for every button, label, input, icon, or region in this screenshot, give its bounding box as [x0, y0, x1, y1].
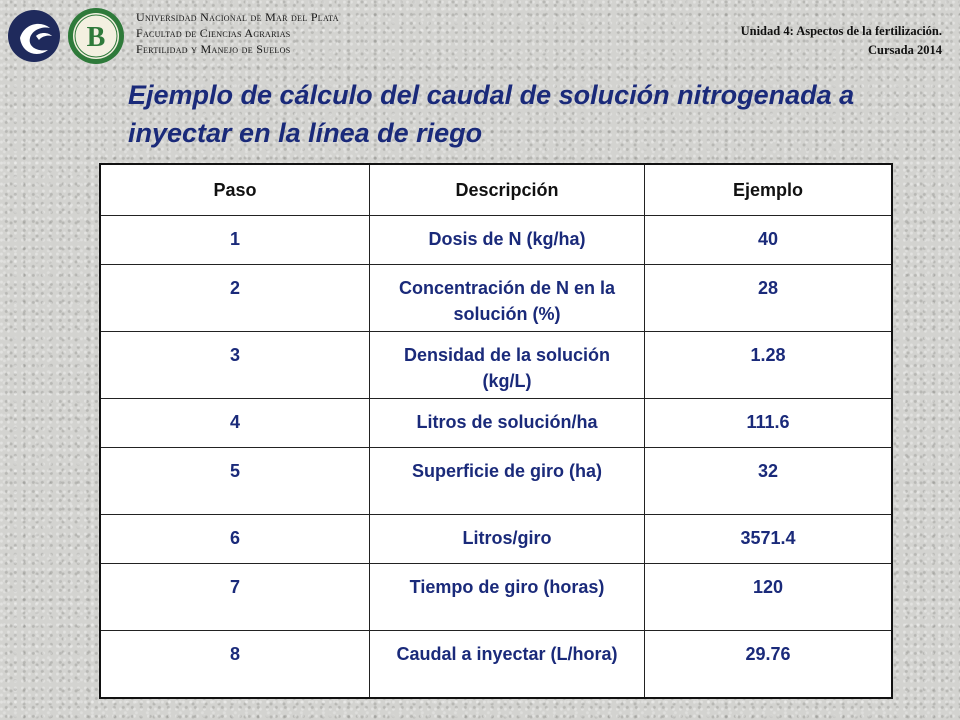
table-header-row [100, 164, 892, 216]
ejemplo-cell: 111.6 [645, 399, 893, 448]
paso-cell: 6 [100, 515, 370, 564]
table-row [100, 448, 892, 515]
paso-cell: 8 [100, 631, 370, 699]
slide-title: Ejemplo de cálculo del caudal de solución nitrogenada a inyectar en la línea de riego [128, 80, 855, 148]
unit-title: Unidad 4: Aspectos de la fertilización. [740, 24, 942, 38]
table-row [100, 332, 892, 399]
seal-letter: B [86, 22, 106, 53]
course-year: Cursada 2014 [868, 43, 942, 57]
column-header-descripcion: Descripción [370, 164, 645, 216]
faculty-name: Facultad de Ciencias Agrarias [136, 26, 291, 40]
faculty-seal-logo [66, 6, 126, 66]
descripcion-cell: Caudal a inyectar (L/hora) [370, 631, 645, 699]
descripcion-cell: Litros/giro [370, 515, 645, 564]
course-area: Fertilidad y Manejo de Suelos [136, 42, 291, 56]
descripcion-cell: Dosis de N (kg/ha) [370, 216, 645, 265]
descripcion-cell: Concentración de N en la solución (%) [370, 265, 645, 332]
descripcion-cell: Litros de solución/ha [370, 399, 645, 448]
table-row [100, 564, 892, 631]
descripcion-cell: Densidad de la solución (kg/L) [370, 332, 645, 399]
column-header-ejemplo: Ejemplo [645, 164, 893, 216]
paso-cell: 3 [100, 332, 370, 399]
table-row [100, 631, 892, 699]
descripcion-cell: Tiempo de giro (horas) [370, 564, 645, 631]
descripcion-cell: Superficie de giro (ha) [370, 448, 645, 515]
calculation-table [99, 163, 893, 699]
table-row [100, 216, 892, 265]
paso-cell: 7 [100, 564, 370, 631]
university-waves-logo [6, 8, 62, 64]
ejemplo-cell: 40 [645, 216, 893, 265]
ejemplo-cell: 29.76 [645, 631, 893, 699]
table-row [100, 265, 892, 332]
university-header [136, 9, 339, 57]
ejemplo-cell: 3571.4 [645, 515, 893, 564]
paso-cell: 5 [100, 448, 370, 515]
university-name: Universidad Nacional de Mar del Plata [136, 10, 339, 24]
ejemplo-cell: 28 [645, 265, 893, 332]
paso-cell: 4 [100, 399, 370, 448]
paso-cell: 1 [100, 216, 370, 265]
ejemplo-cell: 120 [645, 564, 893, 631]
ejemplo-cell: 1.28 [645, 332, 893, 399]
paso-cell: 2 [100, 265, 370, 332]
table-row [100, 515, 892, 564]
table-row [100, 399, 892, 448]
ejemplo-cell: 32 [645, 448, 893, 515]
unit-header [741, 22, 942, 60]
column-header-paso: Paso [100, 164, 370, 216]
